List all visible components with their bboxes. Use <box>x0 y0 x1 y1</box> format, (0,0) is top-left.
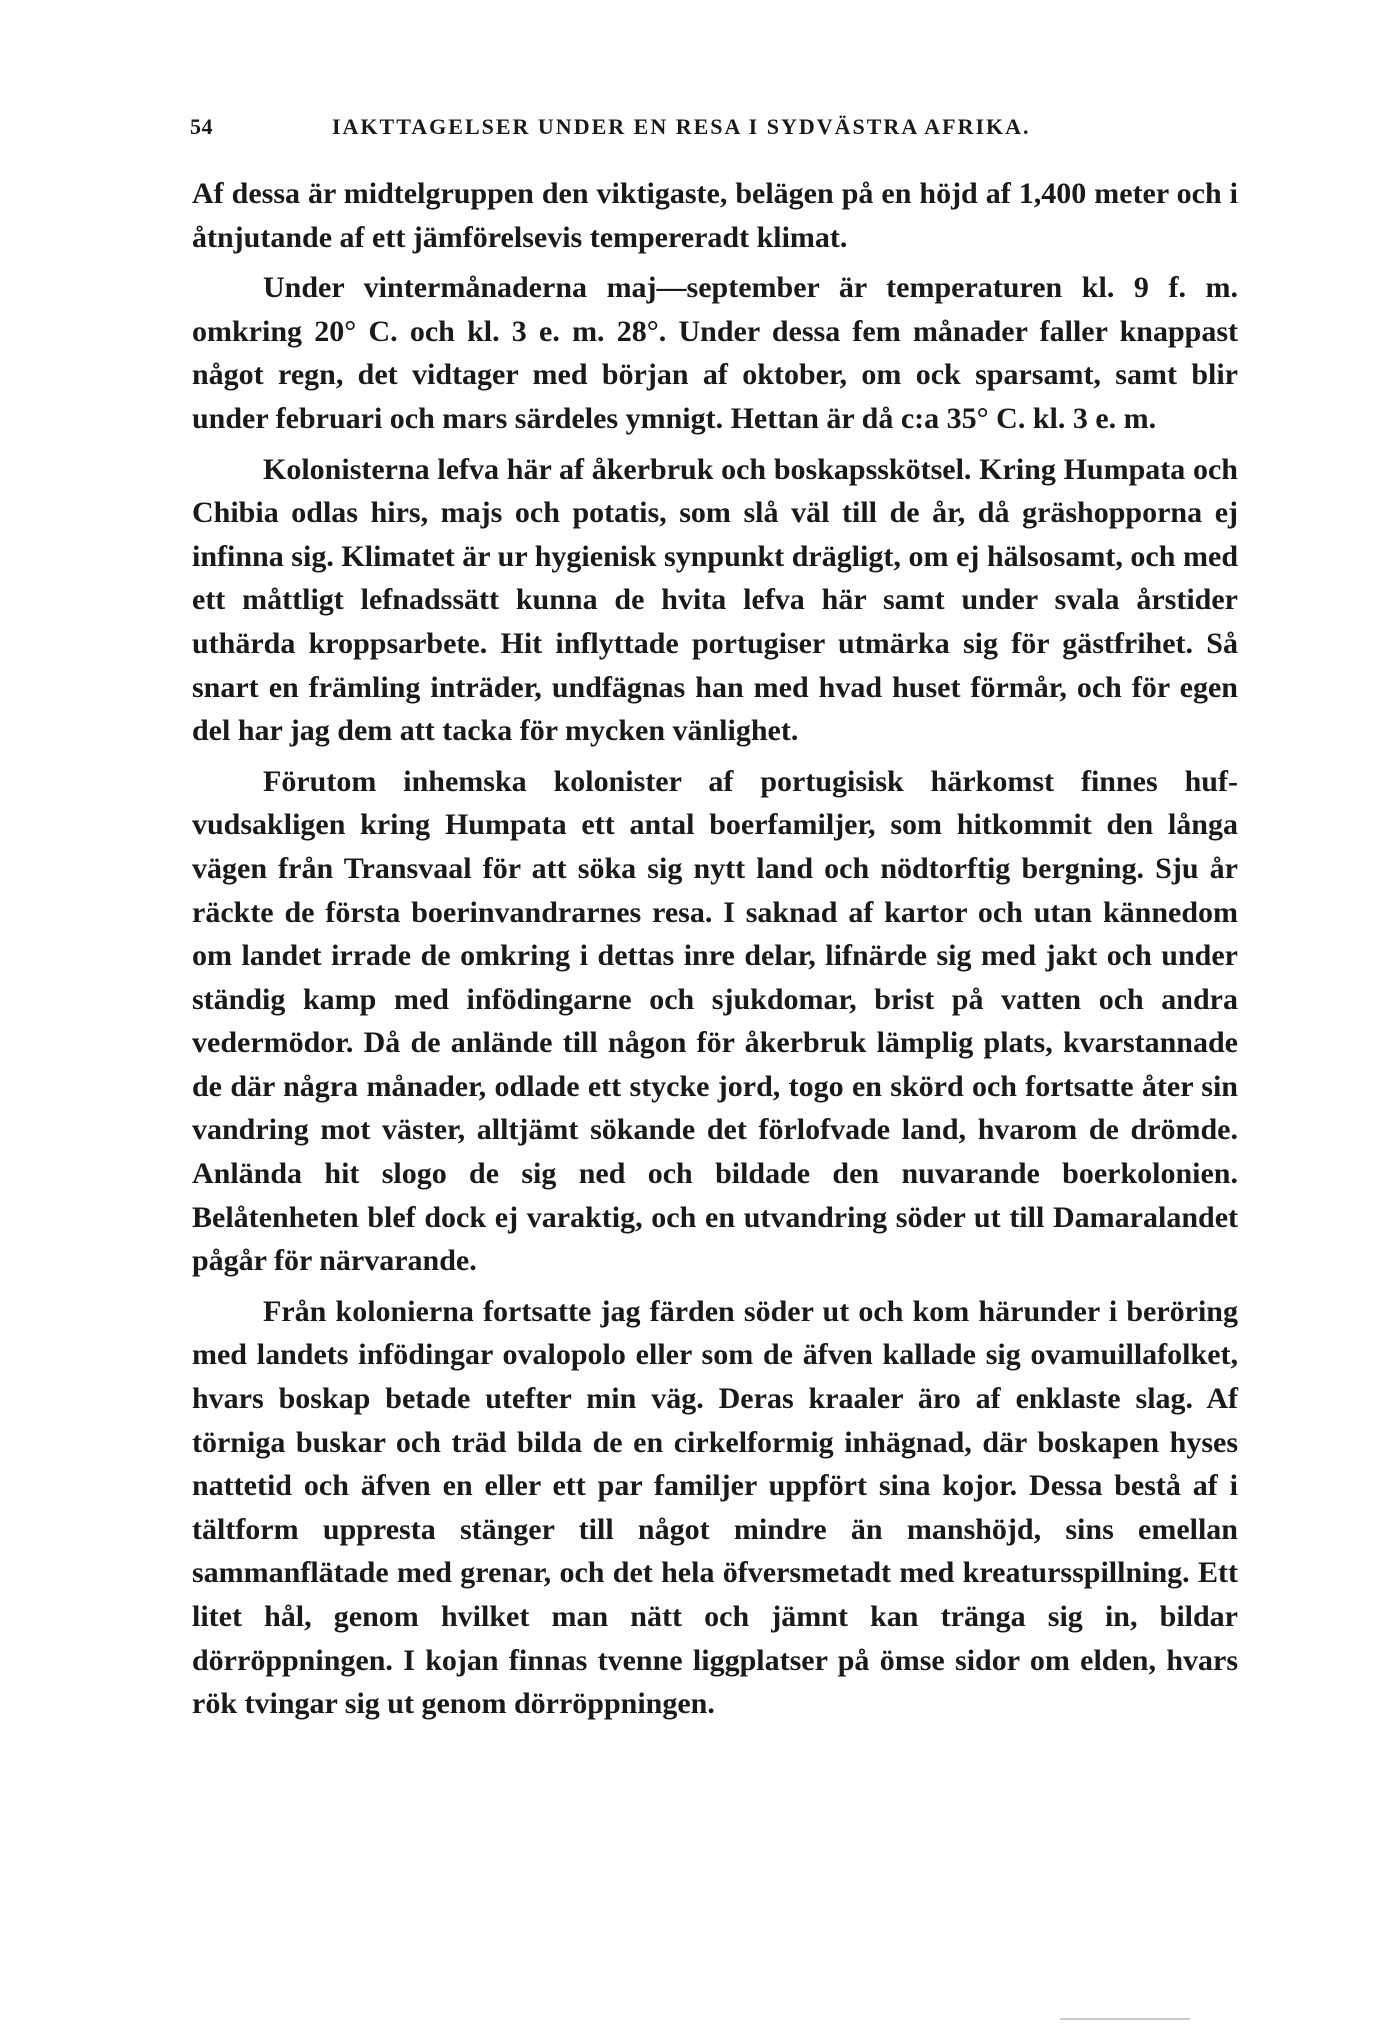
running-head <box>190 114 1240 144</box>
paragraph-midtelgruppen: Af dessa är midtelgruppen den viktigaste, belägen på en höjd af 1,400 meter och i åtnjutande af ett jämförelsevis tempereradt klimat. <box>192 177 1238 254</box>
body-text <box>192 172 1238 1733</box>
paragraph-boer-families: Förutom inhemska kolonister af portugisisk härkomst finnes hufvudsakligen kring Humpata ett antal boerfamiljer, som hitkommit den långa vägen från Transvaal för att söka sig nytt land och nödtorftig bergning. Sju år räckte de första boerinvandrarnes resa. I saknad af kartor och utan kännedom om landet irrade de omkring i dettas inre delar, lifnärde sig med jakt och under ständig kamp med infödingarne och sjukdomar, brist på vatten och andra vedermödor. Då de anlände till någon för åkerbruk lämplig plats, kvarstannade de där några månader, odlade ett stycke jord, togo en skörd och fortsatte åter sin vandring mot väster, alltjämt sökande det förlofvade land, hvarom de drömde. Anlända hit slogo de sig ned och bildade den nuvarande boerkolonien. Belåtenheten blef dock ej varaktig, och en utvandring söder ut till Damaralandet pågår för närvarande. <box>192 764 1238 1278</box>
page-number: 54 <box>190 114 213 139</box>
paragraph-colonists: Kolonisterna lefva här af åkerbruk och boskapsskötsel. Kring Humpata och Chibia odlas hirs, majs och potatis, som slå väl till de år, då gräshopporna ej infinna sig. Klimatet är ur hygienisk synpunkt drägligt, om ej hälsosamt, och med ett måttligt lefnadssätt kunna de hvita lefva här samt under svala årstider uthärda kroppsarbete. Hit inflyttade portugiser utmärka sig för gästfrihet. Så snart en främling inträder, undfägnas han med hvad huset förmår, och för egen del har jag dem att tacka för mycken vänlighet. <box>192 452 1238 748</box>
running-title: IAKTTAGELSER UNDER EN RESA I SYDVÄSTRA AFRIKA. <box>332 114 1031 139</box>
paragraph-natives: Från kolonierna fortsatte jag färden söder ut och kom härunder i beröring med landets infödingar ovalopolo eller som de äfven kallade sig ovamuillafolket, hvars boskap betade utefter min väg. Deras kraaler äro af enklaste slag. Af törniga buskar och träd bilda de en cirkelformig inhägnad, där boskapen hyses nattetid och äfven en eller ett par familjer uppfört sina kojor. Dessa bestå af i tältform uppresta stänger till något mindre än manshöjd, sins emellan sammanflätade med grenar, och det hela öfversmetadt med kreatursspillning. Ett litet hål, genom hvilket man nätt och jämnt kan tränga sig in, bildar dörröppningen. I kojan finnas tvenne liggplatser på ömse sidor om elden, hvars rök tvingar sig ut genom dörröppningen. <box>192 1294 1238 1721</box>
paragraph-temperature: Under vintermånaderna maj—september är temperaturen kl. 9 f. m. omkring 20° C. och kl. 3 e. m. 28°. Under dessa fem månader faller knappast något regn, det vidtager med början af oktober, om ock sparsamt, samt blir under februari och mars särdeles ymnigt. Hettan är då c:a 35° C. kl. 3 e. m. <box>192 271 1238 435</box>
page-edge-mark <box>1060 2018 1190 2020</box>
